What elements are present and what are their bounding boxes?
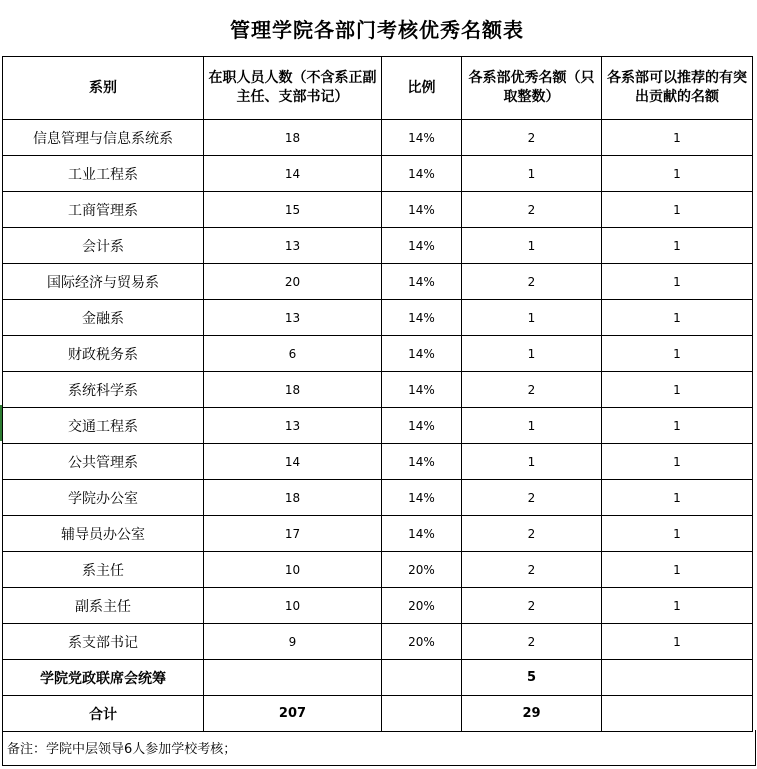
quota-table <box>2 56 753 732</box>
recommend-cell[interactable]: 1 <box>602 156 753 192</box>
quota-cell[interactable]: 2 <box>462 588 602 624</box>
quota-cell[interactable]: 2 <box>462 552 602 588</box>
table-row <box>3 516 753 552</box>
table-row <box>3 300 753 336</box>
quota-cell[interactable]: 2 <box>462 624 602 660</box>
total-staff[interactable]: 207 <box>204 696 382 732</box>
staff-count-cell[interactable]: 14 <box>204 156 382 192</box>
total-quota[interactable]: 29 <box>462 696 602 732</box>
dept-cell[interactable]: 金融系 <box>3 300 204 336</box>
table-row <box>3 228 753 264</box>
recommend-cell[interactable]: 1 <box>602 336 753 372</box>
header-staff-count[interactable]: 在职人员人数（不含系正副主任、支部书记） <box>204 57 382 120</box>
staff-count-cell[interactable]: 18 <box>204 480 382 516</box>
recommend-cell[interactable]: 1 <box>602 408 753 444</box>
dept-cell[interactable]: 辅导员办公室 <box>3 516 204 552</box>
ratio-cell[interactable]: 14% <box>382 408 462 444</box>
coordination-row <box>3 660 753 696</box>
recommend-cell[interactable]: 1 <box>602 120 753 156</box>
staff-count-cell[interactable]: 20 <box>204 264 382 300</box>
table-row <box>3 588 753 624</box>
dept-cell[interactable]: 学院办公室 <box>3 480 204 516</box>
dept-cell[interactable]: 系主任 <box>3 552 204 588</box>
recommend-cell[interactable]: 1 <box>602 624 753 660</box>
recommend-cell[interactable]: 1 <box>602 444 753 480</box>
table-row <box>3 120 753 156</box>
dept-cell[interactable]: 副系主任 <box>3 588 204 624</box>
dept-cell[interactable]: 工业工程系 <box>3 156 204 192</box>
table-title: 管理学院各部门考核优秀名额表 <box>230 17 524 42</box>
dept-cell[interactable]: 信息管理与信息系统系 <box>3 120 204 156</box>
ratio-cell[interactable]: 14% <box>382 300 462 336</box>
recommend-cell[interactable]: 1 <box>602 300 753 336</box>
quota-cell[interactable]: 1 <box>462 444 602 480</box>
coordination-ratio-cell[interactable] <box>382 660 462 696</box>
table-row <box>3 156 753 192</box>
dept-cell[interactable]: 财政税务系 <box>3 336 204 372</box>
header-dept[interactable]: 系别 <box>3 57 204 120</box>
header-ratio[interactable]: 比例 <box>382 57 462 120</box>
total-label[interactable]: 合计 <box>3 696 204 732</box>
dept-cell[interactable]: 公共管理系 <box>3 444 204 480</box>
recommend-cell[interactable]: 1 <box>602 552 753 588</box>
table-row <box>3 372 753 408</box>
quota-cell[interactable]: 2 <box>462 372 602 408</box>
staff-count-cell[interactable]: 14 <box>204 444 382 480</box>
quota-cell[interactable]: 1 <box>462 336 602 372</box>
staff-count-cell[interactable]: 15 <box>204 192 382 228</box>
total-row <box>3 696 753 732</box>
recommend-cell[interactable]: 1 <box>602 228 753 264</box>
recommend-cell[interactable]: 1 <box>602 192 753 228</box>
quota-cell[interactable]: 1 <box>462 408 602 444</box>
table-row <box>3 408 753 444</box>
table-row <box>3 336 753 372</box>
table-row <box>3 624 753 660</box>
coordination-staff-cell[interactable] <box>204 660 382 696</box>
quota-cell[interactable]: 1 <box>462 156 602 192</box>
ratio-cell[interactable]: 14% <box>382 516 462 552</box>
ratio-cell[interactable]: 14% <box>382 264 462 300</box>
table-row <box>3 444 753 480</box>
dept-cell[interactable]: 交通工程系 <box>3 408 204 444</box>
dept-cell[interactable]: 工商管理系 <box>3 192 204 228</box>
ratio-cell[interactable]: 14% <box>382 336 462 372</box>
ratio-cell[interactable]: 14% <box>382 372 462 408</box>
header-quota[interactable]: 各系部优秀名额（只取整数） <box>462 57 602 120</box>
header-row <box>3 57 753 120</box>
table-row <box>3 192 753 228</box>
ratio-cell[interactable]: 14% <box>382 228 462 264</box>
dept-cell[interactable]: 会计系 <box>3 228 204 264</box>
selection-marker <box>0 405 2 441</box>
recommend-cell[interactable]: 1 <box>602 516 753 552</box>
staff-count-cell[interactable]: 18 <box>204 120 382 156</box>
staff-count-cell[interactable]: 17 <box>204 516 382 552</box>
total-recommend-cell[interactable] <box>602 696 753 732</box>
recommend-cell[interactable]: 1 <box>602 372 753 408</box>
staff-count-cell[interactable]: 6 <box>204 336 382 372</box>
coordination-label[interactable]: 学院党政联席会统筹 <box>3 660 204 696</box>
staff-count-cell[interactable]: 13 <box>204 300 382 336</box>
ratio-cell[interactable]: 20% <box>382 588 462 624</box>
table-row <box>3 264 753 300</box>
dept-cell[interactable]: 系统科学系 <box>3 372 204 408</box>
header-recommend[interactable]: 各系部可以推荐的有突出贡献的名额 <box>602 57 753 120</box>
ratio-cell[interactable]: 20% <box>382 552 462 588</box>
ratio-cell[interactable]: 14% <box>382 120 462 156</box>
ratio-cell[interactable]: 14% <box>382 480 462 516</box>
staff-count-cell[interactable]: 13 <box>204 408 382 444</box>
quota-cell[interactable]: 2 <box>462 192 602 228</box>
total-ratio-cell[interactable] <box>382 696 462 732</box>
ratio-cell[interactable]: 14% <box>382 156 462 192</box>
coordination-recommend-cell[interactable] <box>602 660 753 696</box>
ratio-cell[interactable]: 20% <box>382 624 462 660</box>
recommend-cell[interactable]: 1 <box>602 264 753 300</box>
ratio-cell[interactable]: 14% <box>382 192 462 228</box>
staff-count-cell[interactable]: 9 <box>204 624 382 660</box>
quota-cell[interactable]: 2 <box>462 120 602 156</box>
quota-cell[interactable]: 2 <box>462 480 602 516</box>
dept-cell[interactable]: 国际经济与贸易系 <box>3 264 204 300</box>
recommend-cell[interactable]: 1 <box>602 480 753 516</box>
staff-count-cell[interactable]: 18 <box>204 372 382 408</box>
quota-cell[interactable]: 2 <box>462 264 602 300</box>
staff-count-cell[interactable]: 10 <box>204 588 382 624</box>
staff-count-cell[interactable]: 10 <box>204 552 382 588</box>
quota-cell[interactable]: 1 <box>462 300 602 336</box>
table-row <box>3 480 753 516</box>
note-cell[interactable]: 备注：学院中层领导6人参加学校考核； <box>2 730 756 766</box>
quota-cell[interactable]: 2 <box>462 516 602 552</box>
table-row <box>3 552 753 588</box>
dept-cell[interactable]: 系支部书记 <box>3 624 204 660</box>
coordination-quota[interactable]: 5 <box>462 660 602 696</box>
ratio-cell[interactable]: 14% <box>382 444 462 480</box>
staff-count-cell[interactable]: 13 <box>204 228 382 264</box>
quota-cell[interactable]: 1 <box>462 228 602 264</box>
recommend-cell[interactable]: 1 <box>602 588 753 624</box>
